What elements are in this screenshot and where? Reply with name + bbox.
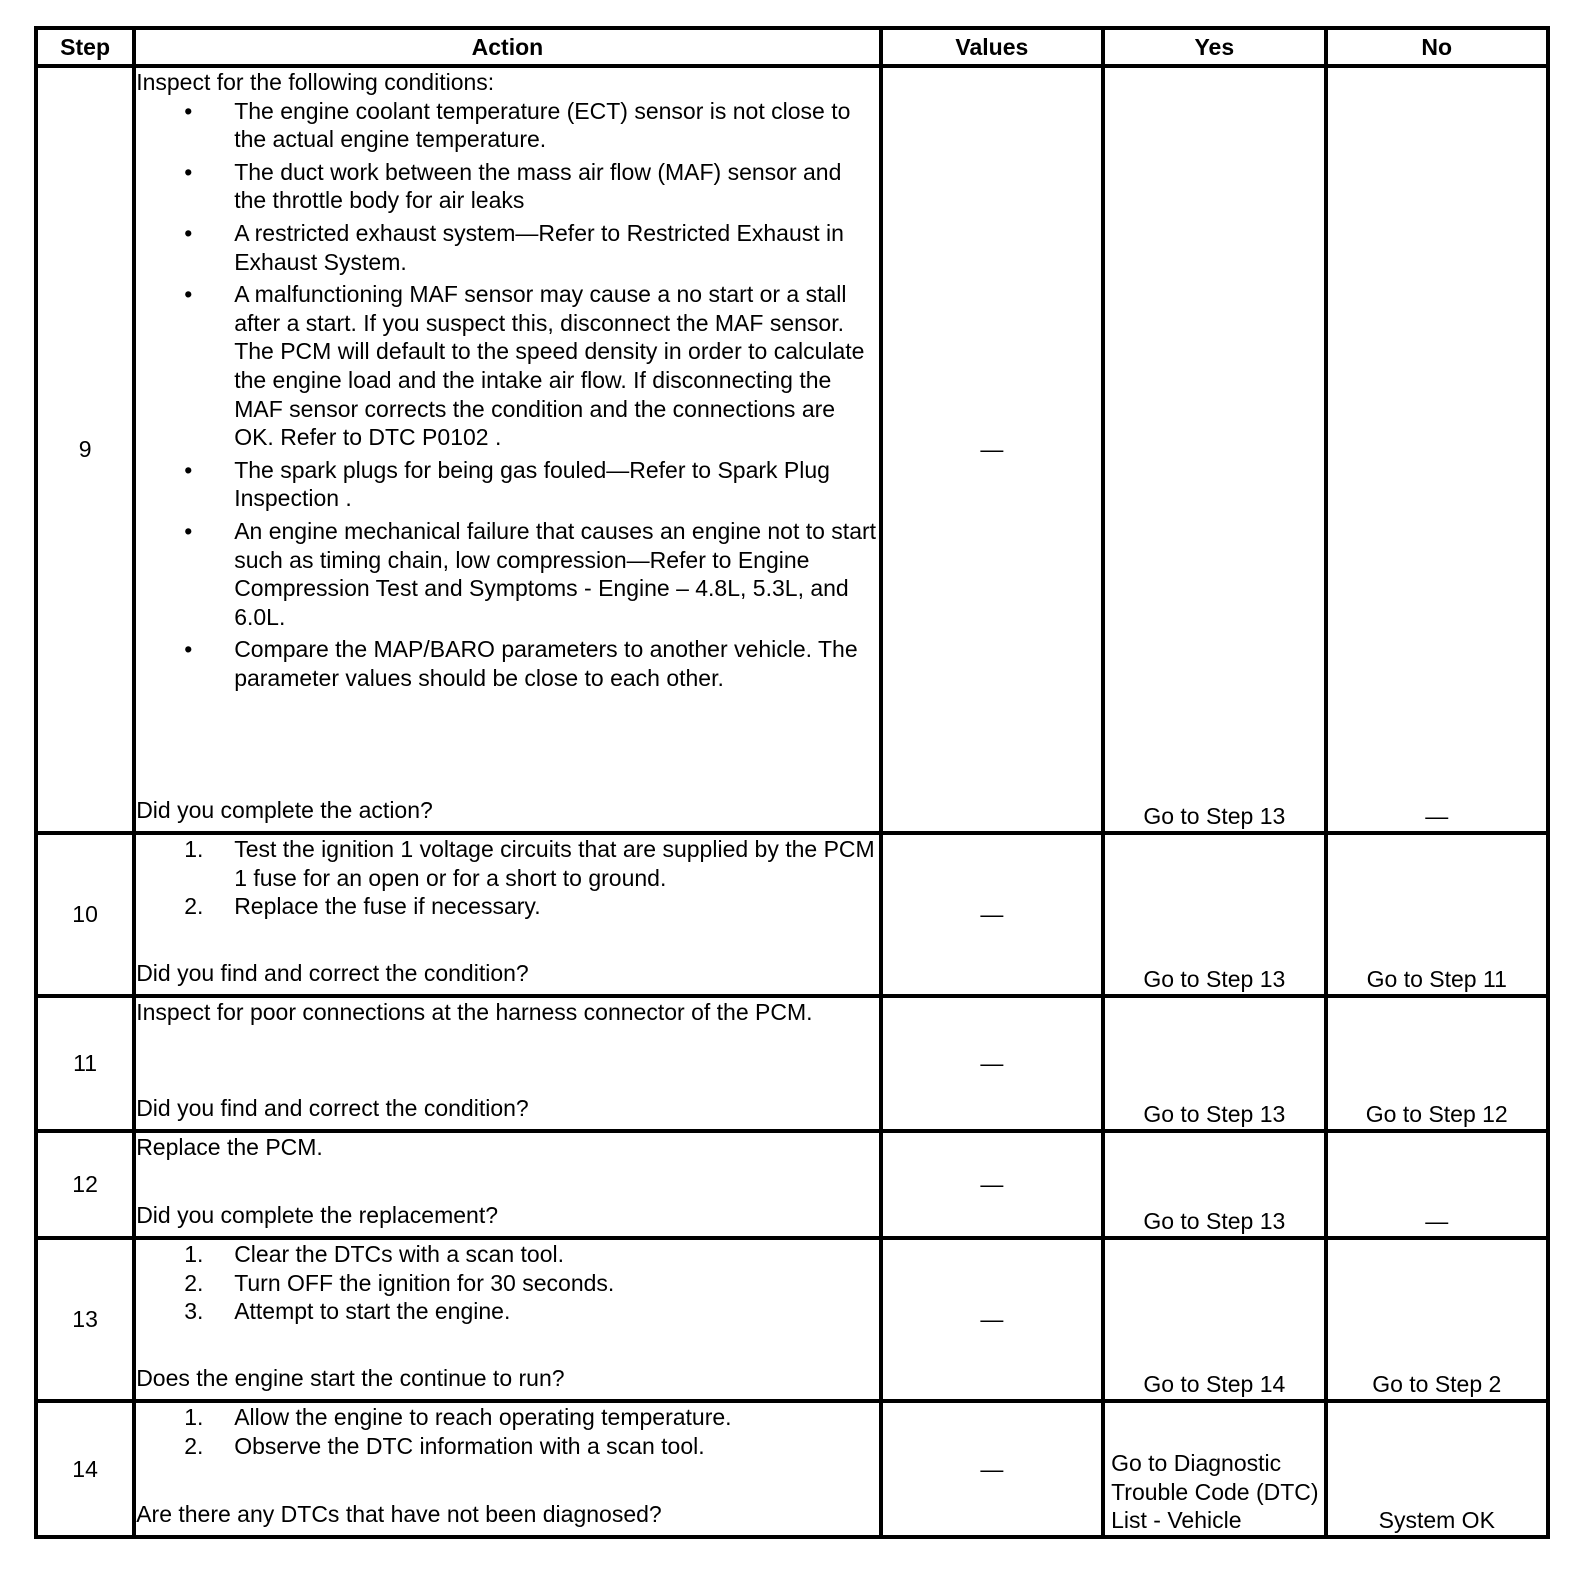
values-cell: —: [881, 66, 1103, 833]
list-item: • An engine mechanical failure that causes an engine not to start such as timing chain, low compression—Refer to Engine Compression Test and Symptoms - Engine – 4.8L, 5.3L, and 6.0L.: [184, 517, 877, 630]
list-item: • Compare the MAP/BARO parameters to another vehicle. The parameter values should be close to each other.: [184, 636, 858, 691]
action-question: Does the engine start the continue to run?: [136, 1365, 565, 1392]
action-question: Are there any DTCs that have not been diagnosed?: [136, 1501, 662, 1528]
list-item: • A malfunctioning MAF sensor may cause a no start or a stall after a start. If you suspect this, disconnect the MAF sensor. The PCM will default to the speed density in order to calculate the engine load and the intake air flow. If disconnecting the MAF sensor corrects the condition and the connections are OK. Refer to DTC P0102 .: [184, 281, 865, 451]
step-number: 10: [36, 833, 134, 996]
table-row-step-9: [36, 66, 1548, 833]
yes-cell: Go to Diagnostic Trouble Code (DTC) List - Vehicle: [1103, 1401, 1325, 1537]
no-cell: —: [1326, 1131, 1548, 1238]
step-number: 13: [36, 1238, 134, 1401]
yes-cell: Go to Step 13: [1103, 1131, 1325, 1238]
action-intro: Inspect for the following conditions:: [136, 69, 495, 95]
condition-list: [136, 97, 878, 693]
yes-cell: Go to Step 13: [1103, 833, 1325, 996]
header-row: [36, 28, 1548, 66]
action-intro: Inspect for poor connections at the harness connector of the PCM.: [136, 999, 813, 1025]
step-number: 12: [36, 1131, 134, 1238]
bullet-icon: •: [184, 219, 193, 246]
step-number: 9: [36, 66, 134, 833]
list-item: 1. Allow the engine to reach operating temperature.: [184, 1404, 732, 1430]
list-item: • The engine coolant temperature (ECT) sensor is not close to the actual engine temperature.: [184, 97, 851, 153]
action-cell: [134, 996, 880, 1131]
list-item: 2. Observe the DTC information with a scan tool.: [184, 1432, 705, 1459]
procedure-list: [136, 1240, 878, 1326]
bullet-icon: •: [184, 158, 193, 185]
action-cell: [134, 1401, 880, 1537]
list-item: 2. Replace the fuse if necessary.: [184, 893, 541, 920]
yes-cell: Go to Step 13: [1103, 996, 1325, 1131]
action-cell: [134, 66, 880, 833]
list-item: 3. Attempt to start the engine.: [184, 1298, 511, 1325]
table-row-step-12: [36, 1131, 1548, 1238]
no-cell: Go to Step 11: [1326, 833, 1548, 996]
bullet-icon: •: [184, 281, 193, 308]
action-cell: [134, 1238, 880, 1401]
step-number: 14: [36, 1401, 134, 1537]
table-row-step-14: [36, 1401, 1548, 1537]
action-question: Did you complete the action?: [136, 797, 433, 824]
header-values: Values: [881, 28, 1103, 66]
values-cell: —: [881, 1401, 1103, 1537]
table-row-step-10: [36, 833, 1548, 996]
bullet-icon: •: [184, 636, 193, 663]
list-item: • The duct work between the mass air flow (MAF) sensor and the throttle body for air leaks: [184, 158, 842, 214]
step-number: 11: [36, 996, 134, 1131]
table-row-step-11: [36, 996, 1548, 1131]
list-item: • A restricted exhaust system—Refer to Restricted Exhaust in Exhaust System.: [184, 219, 844, 275]
values-cell: —: [881, 1238, 1103, 1401]
no-cell: —: [1326, 66, 1548, 833]
table-row-step-13: [36, 1238, 1548, 1401]
header-yes: Yes: [1103, 28, 1325, 66]
list-item: 2. Turn OFF the ignition for 30 seconds.: [184, 1269, 615, 1296]
action-cell: [134, 1131, 880, 1238]
action-question: Did you find and correct the condition?: [136, 1095, 529, 1122]
no-cell: System OK: [1326, 1401, 1548, 1537]
procedure-list: [136, 835, 878, 921]
list-item: 1. Clear the DTCs with a scan tool.: [184, 1241, 564, 1267]
bullet-icon: •: [184, 456, 193, 483]
list-item: • The spark plugs for being gas fouled—Refer to Spark Plug Inspection .: [184, 456, 830, 512]
header-no: No: [1326, 28, 1548, 66]
action-cell: [134, 833, 880, 996]
yes-cell: Go to Step 13: [1103, 66, 1325, 833]
action-intro: Replace the PCM.: [136, 1134, 323, 1160]
procedure-list: [136, 1403, 878, 1460]
values-cell: —: [881, 833, 1103, 996]
no-cell: Go to Step 12: [1326, 996, 1548, 1131]
no-cell: Go to Step 2: [1326, 1238, 1548, 1401]
list-item: 1. Test the ignition 1 voltage circuits that are supplied by the PCM 1 fuse for an open or for a short to ground.: [184, 836, 875, 891]
header-action: Action: [134, 28, 880, 66]
bullet-icon: •: [184, 517, 193, 544]
action-question: Did you find and correct the condition?: [136, 960, 529, 987]
yes-cell: Go to Step 14: [1103, 1238, 1325, 1401]
header-step: Step: [36, 28, 134, 66]
values-cell: —: [881, 1131, 1103, 1238]
action-question: Did you complete the replacement?: [136, 1202, 498, 1229]
diagnostic-table: [34, 26, 1550, 1539]
bullet-icon: •: [184, 97, 193, 124]
values-cell: —: [881, 996, 1103, 1131]
